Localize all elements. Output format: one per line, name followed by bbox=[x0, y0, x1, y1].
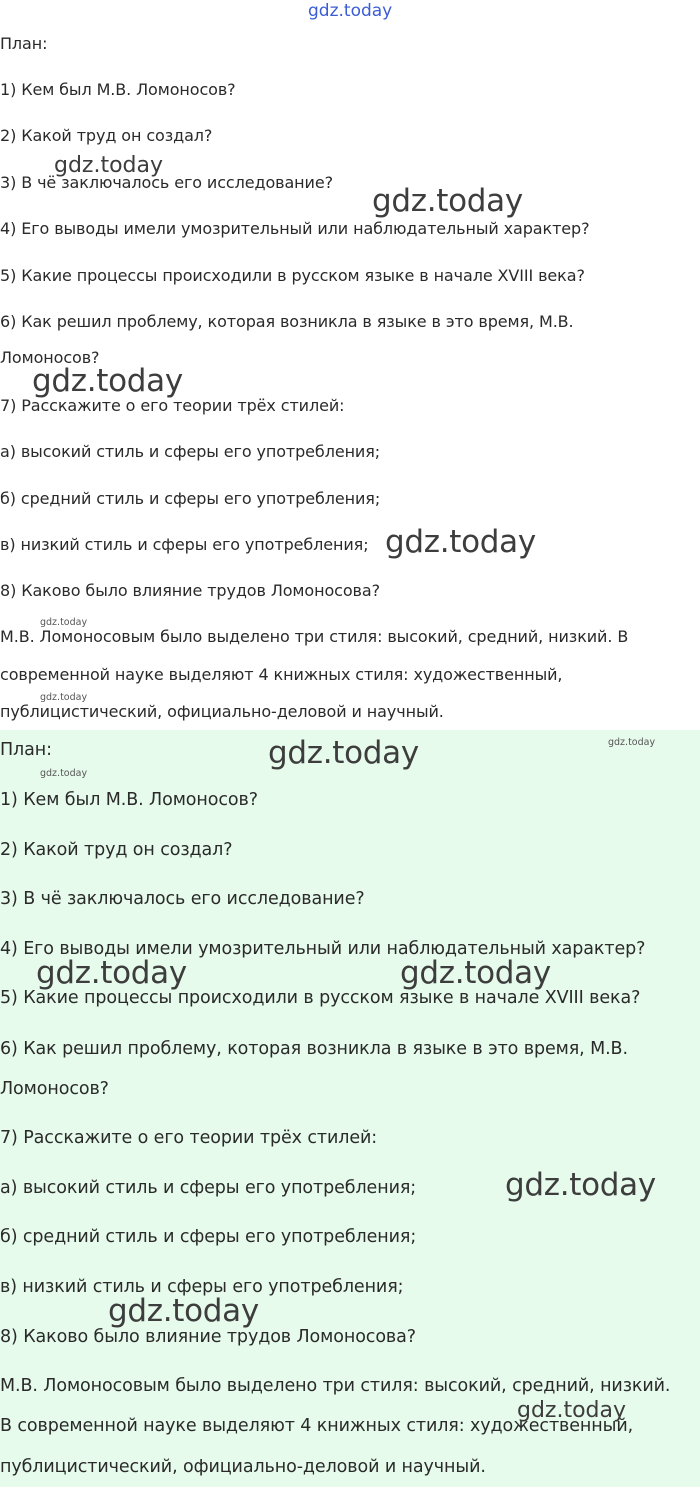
plan-subitem: а) высокий стиль и сферы его употребления; bbox=[0, 442, 381, 461]
plan-item: 3) В чё заключалось его исследование? bbox=[0, 173, 333, 192]
watermark: gdz.today bbox=[36, 955, 187, 991]
plan-item-continuation: Ломоносов? bbox=[0, 348, 100, 367]
plan-subitem: а) высокий стиль и сферы его употребления; bbox=[0, 1178, 417, 1198]
top-watermark: gdz.today bbox=[308, 1, 393, 21]
answer-text: В современной науке выделяют 4 книжных стиля: художественный, bbox=[0, 1416, 634, 1436]
plan-item: 2) Какой труд он создал? bbox=[0, 840, 233, 860]
plan-item: 6) Как решил проблему, которая возникла в языке в это время, М.В. bbox=[0, 312, 574, 331]
plan-item: 1) Кем был М.В. Ломоносов? bbox=[0, 80, 236, 99]
watermark: gdz.today bbox=[372, 183, 523, 219]
plan-item: 6) Как решил проблему, которая возникла в языке в это время, М.В. bbox=[0, 1039, 628, 1059]
plan-subitem: в) низкий стиль и сферы его употребления; bbox=[0, 535, 369, 554]
plan-item: 2) Какой труд он создал? bbox=[0, 126, 213, 145]
bottom-answer-block bbox=[0, 730, 700, 1487]
top-answer-block bbox=[0, 0, 700, 730]
plan-item: 5) Какие процессы происходили в русском языке в начале XVIII века? bbox=[0, 266, 585, 285]
plan-item: 3) В чё заключалось его исследование? bbox=[0, 889, 365, 909]
plan-item: 4) Его выводы имели умозрительный или наблюдательный характер? bbox=[0, 219, 590, 238]
watermark: gdz.today bbox=[108, 1293, 259, 1329]
watermark: gdz.today bbox=[608, 737, 656, 748]
watermark: gdz.today bbox=[400, 955, 551, 991]
plan-item: 8) Каково было влияние трудов Ломоносова? bbox=[0, 581, 380, 600]
plan-item: 8) Каково было влияние трудов Ломоносова? bbox=[0, 1327, 416, 1347]
watermark: gdz.today bbox=[54, 153, 164, 178]
answer-text: М.В. Ломоносовым было выделено три стиля: высокий, средний, низкий. В bbox=[0, 627, 629, 646]
answer-text: М.В. Ломоносовым было выделено три стиля: высокий, средний, низкий. bbox=[0, 1376, 671, 1396]
plan-item: 7) Расскажите о его теории трёх стилей: bbox=[0, 396, 345, 415]
answer-text: публицистический, официально-деловой и научный. bbox=[0, 702, 444, 721]
plan-item-continuation: Ломоносов? bbox=[0, 1079, 109, 1099]
plan-heading: План: bbox=[0, 740, 52, 760]
plan-item: 7) Расскажите о его теории трёх стилей: bbox=[0, 1128, 378, 1148]
watermark: gdz.today bbox=[40, 617, 88, 628]
plan-subitem: б) средний стиль и сферы его употребления; bbox=[0, 1227, 417, 1247]
watermark: gdz.today bbox=[32, 363, 183, 399]
plan-subitem: б) средний стиль и сферы его употребления; bbox=[0, 489, 381, 508]
watermark: gdz.today bbox=[40, 768, 88, 779]
watermark: gdz.today bbox=[505, 1167, 656, 1203]
plan-subitem: в) низкий стиль и сферы его употребления; bbox=[0, 1277, 404, 1297]
watermark: gdz.today bbox=[268, 735, 419, 771]
plan-item: 4) Его выводы имели умозрительный или наблюдательный характер? bbox=[0, 939, 646, 959]
watermark: gdz.today bbox=[385, 524, 536, 560]
plan-heading: План: bbox=[0, 34, 48, 53]
plan-item: 1) Кем был М.В. Ломоносов? bbox=[0, 790, 258, 810]
watermark: gdz.today bbox=[40, 692, 88, 703]
plan-item: 5) Какие процессы происходили в русском языке в начале XVIII века? bbox=[0, 988, 641, 1008]
answer-text: современной науке выделяют 4 книжных стиля: художественный, bbox=[0, 665, 563, 684]
watermark: gdz.today bbox=[517, 1398, 627, 1423]
answer-text: публицистический, официально-деловой и научный. bbox=[0, 1457, 486, 1477]
